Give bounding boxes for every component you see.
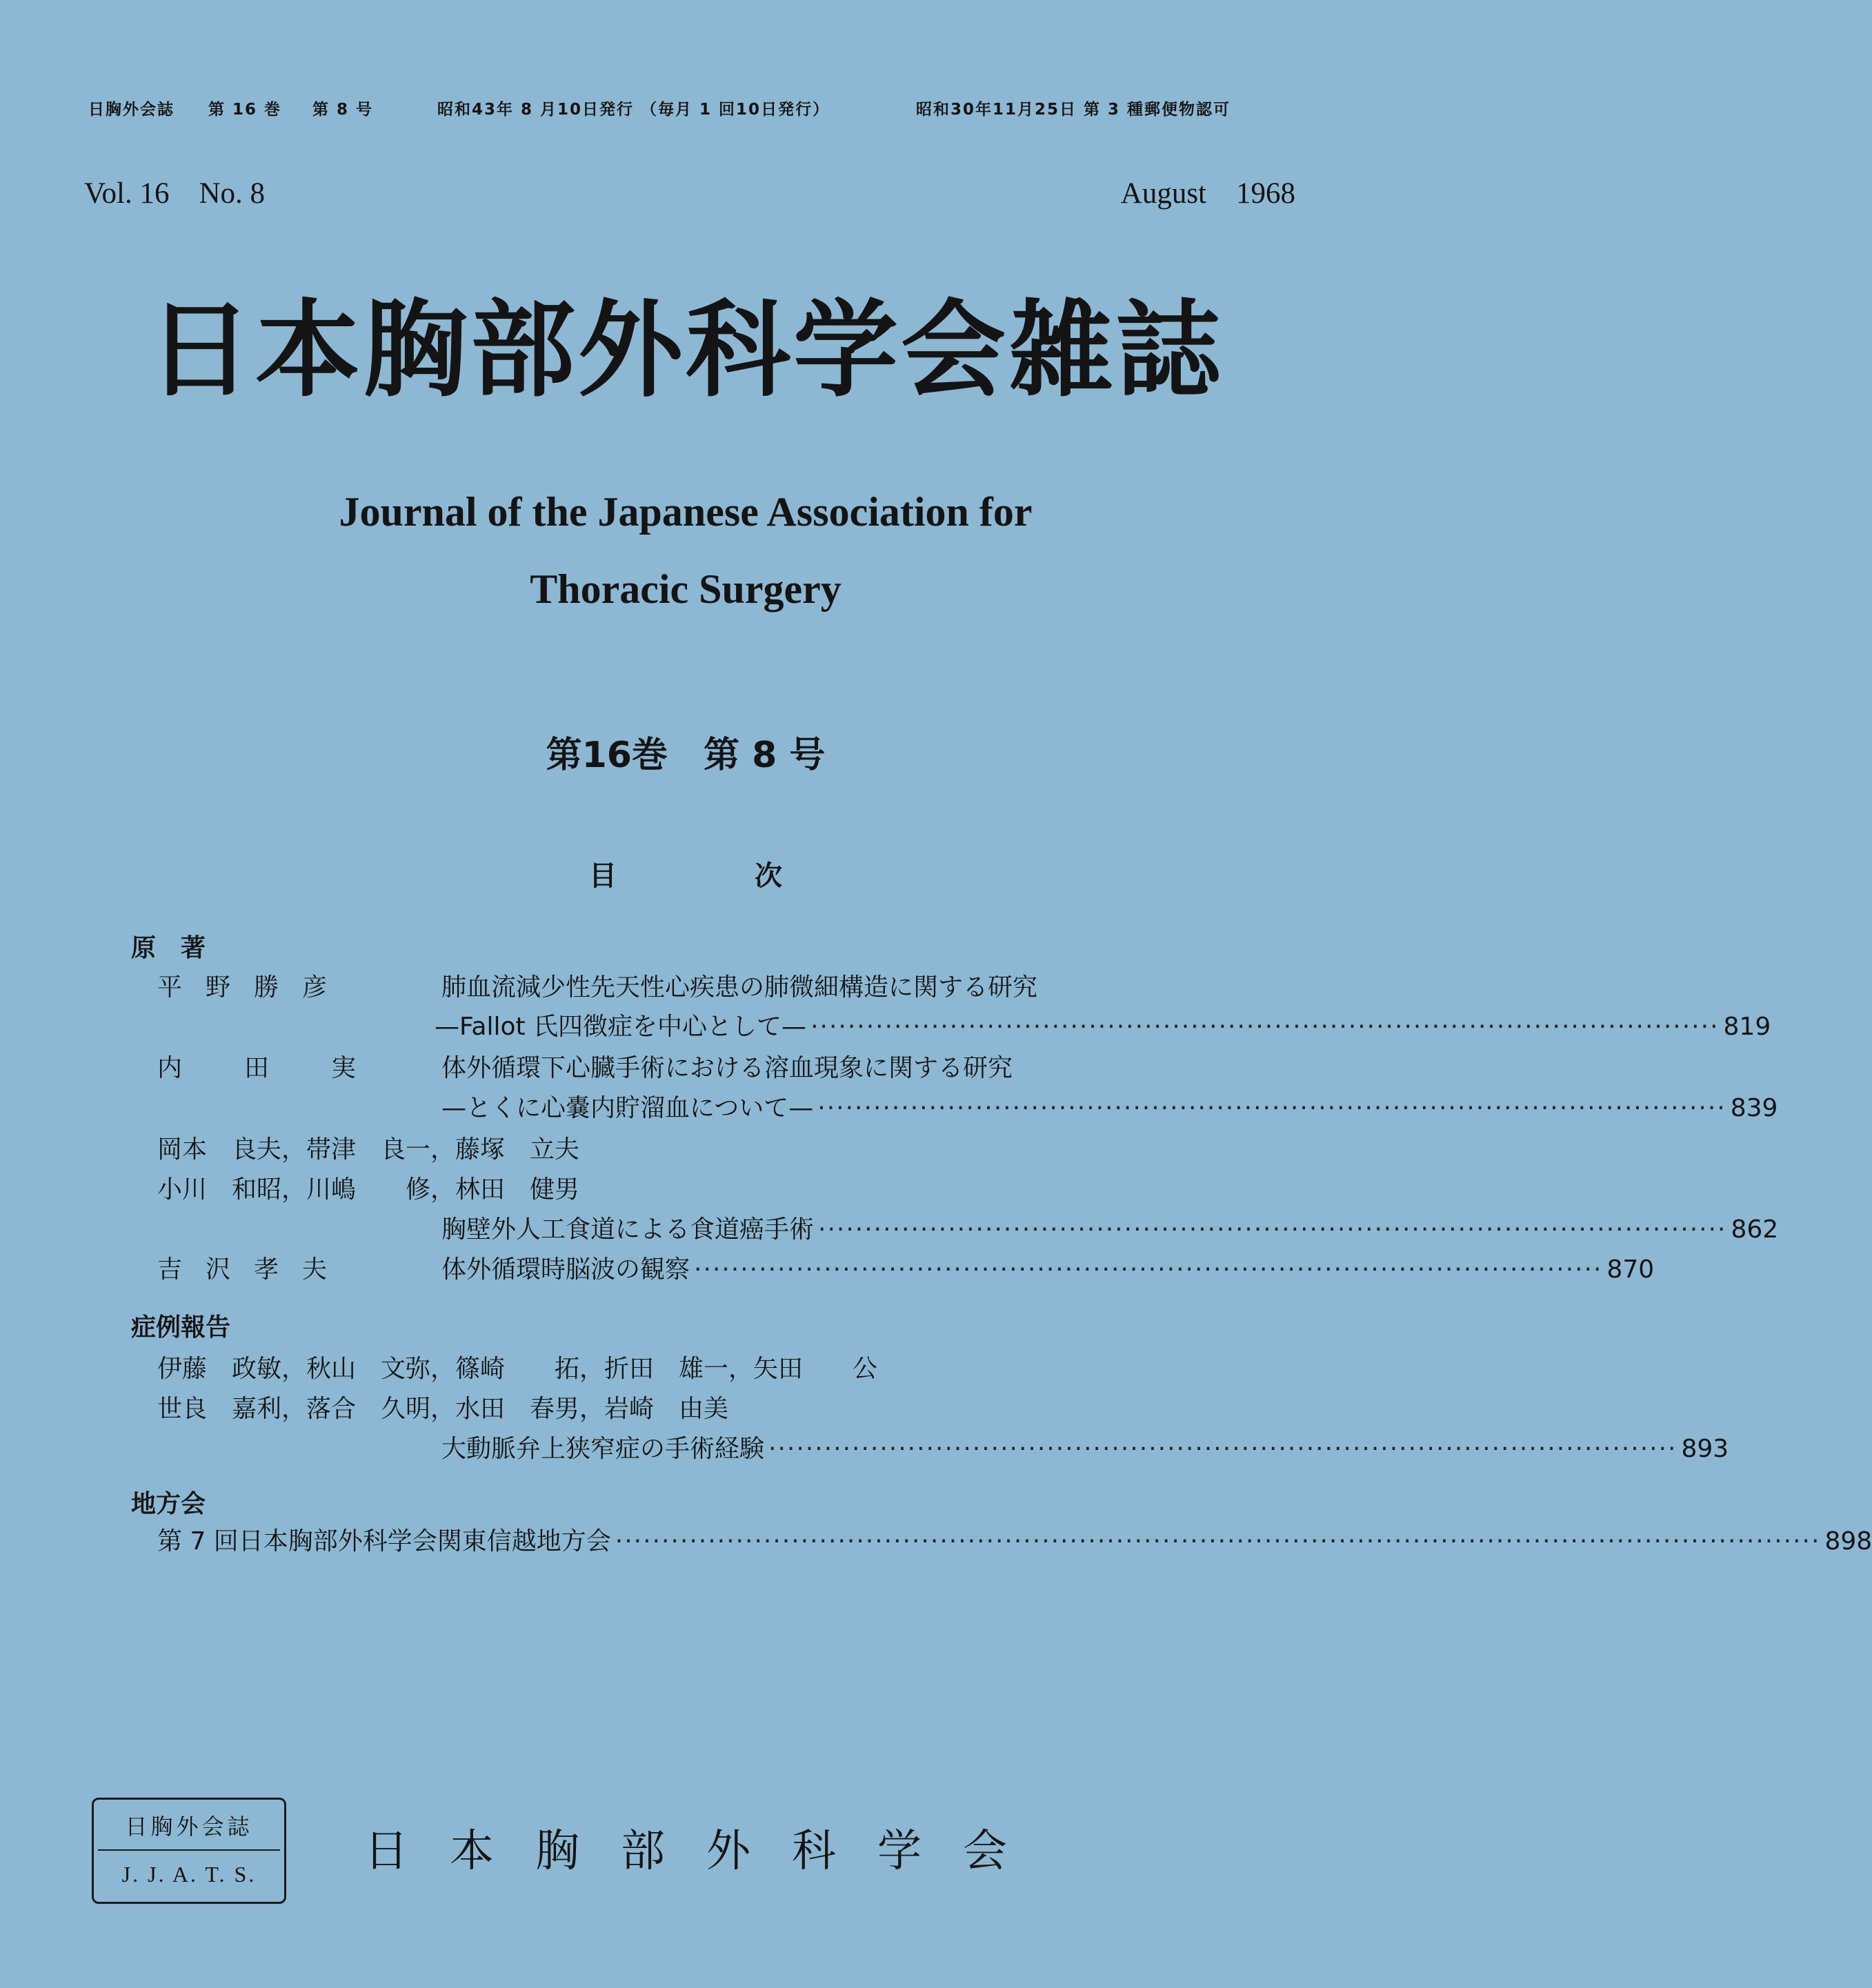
toc-article-title[interactable]: 肺血流減少性先天性心疾患の肺微細構造に関する研究 bbox=[441, 973, 1038, 1002]
toc-page-number: 839 bbox=[1730, 1094, 1778, 1122]
leader-dots: ·································································································· bbox=[768, 1435, 1677, 1463]
leader-dots: ·································································································· bbox=[810, 1013, 1720, 1041]
toc-subtitle: —Fallot 氏四徴症を中心として— bbox=[435, 1013, 807, 1041]
toc-entry[interactable] bbox=[157, 1522, 1872, 1557]
volume-jp: 第 16 巻 bbox=[208, 101, 282, 119]
publisher-name: 日本胸部外科学会 bbox=[364, 1826, 1048, 1877]
toc-entry[interactable] bbox=[441, 1089, 1778, 1124]
journal-title-en-line2: Thoracic Surgery bbox=[530, 566, 842, 612]
toc-page-number: 898 bbox=[1824, 1527, 1872, 1555]
toc-article-title: 大動脈弁上狭窄症の手術経験 bbox=[441, 1435, 765, 1463]
toc-author: 内田実 bbox=[157, 1054, 419, 1082]
month-year: August 1968 bbox=[1120, 177, 1295, 210]
toc-article-title: 体外循環時脳波の観察 bbox=[441, 1255, 690, 1284]
leader-dots: ·································································································································· bbox=[615, 1527, 1821, 1555]
toc-authors-line: 小川 和昭，川嶋 修，林田 健男 bbox=[157, 1175, 580, 1204]
stamp-bottom-text: J. J. A. T. S. bbox=[121, 1862, 257, 1887]
toc-entry[interactable] bbox=[441, 1429, 1729, 1464]
leader-dots: ·································································································· bbox=[694, 1255, 1603, 1284]
toc-article-title: 胸壁外人工食道による食道癌手術 bbox=[441, 1215, 815, 1244]
toc-authors-line: 岡本 良夫，帯津 良一，藤塚 立夫 bbox=[157, 1135, 580, 1164]
toc-entry[interactable] bbox=[441, 1250, 1655, 1285]
toc-author: 平野勝彦 bbox=[157, 973, 351, 1002]
issue-label: 第16巻 第 8 号 bbox=[546, 735, 826, 776]
toc-entry[interactable] bbox=[441, 1210, 1779, 1245]
toc-authors-line: 伊藤 政敏，秋山 文弥，篠崎 拓，折田 雄一，矢田 公 bbox=[157, 1355, 878, 1383]
issue-date: 昭和43年 8 月10日発行 （毎月 1 回10日発行） bbox=[437, 101, 830, 119]
toc-article-title[interactable]: 体外循環下心臓手術における溶血現象に関する研究 bbox=[441, 1054, 1013, 1082]
toc-page-number: 819 bbox=[1723, 1013, 1771, 1041]
toc-page-number: 862 bbox=[1731, 1215, 1779, 1244]
toc-article-title: 第 7 回日本胸部外科学会関東信越地方会 bbox=[157, 1527, 611, 1555]
toc-author: 吉沢孝夫 bbox=[157, 1255, 351, 1284]
toc-page-number: 870 bbox=[1606, 1255, 1655, 1284]
stamp-divider bbox=[98, 1849, 280, 1851]
leader-dots: ·································································································· bbox=[818, 1215, 1727, 1244]
toc-heading-left: 目 bbox=[589, 860, 617, 892]
leader-dots: ·································································································· bbox=[817, 1094, 1726, 1122]
toc-authors-line: 世良 嘉利，落合 久明，水田 春男，岩崎 由美 bbox=[157, 1395, 729, 1423]
toc-subtitle: —とくに心嚢内貯溜血について— bbox=[441, 1094, 814, 1122]
volume-number: Vol. 16 No. 8 bbox=[84, 177, 266, 210]
journal-stamp bbox=[92, 1798, 286, 1904]
number-jp: 第 8 号 bbox=[312, 101, 374, 119]
postal-permit: 昭和30年11月25日 第 3 種郵便物認可 bbox=[916, 101, 1231, 119]
journal-title-en-line1: Journal of the Japanese Association for bbox=[339, 489, 1033, 535]
toc-page-number: 893 bbox=[1681, 1435, 1729, 1463]
stamp-top-text: 日胸外会誌 bbox=[125, 1813, 253, 1840]
section-original-articles: 原 著 bbox=[131, 934, 206, 962]
section-case-reports: 症例報告 bbox=[131, 1313, 231, 1342]
journal-short-name: 日胸外会誌 bbox=[88, 101, 175, 119]
toc-heading-right: 次 bbox=[755, 860, 782, 892]
toc-entry[interactable] bbox=[435, 1007, 1771, 1042]
journal-title-jp: 日本胸部外科学会雑誌 bbox=[148, 289, 1224, 411]
section-regional-meeting: 地方会 bbox=[131, 1490, 206, 1518]
toc-heading bbox=[0, 854, 1371, 893]
